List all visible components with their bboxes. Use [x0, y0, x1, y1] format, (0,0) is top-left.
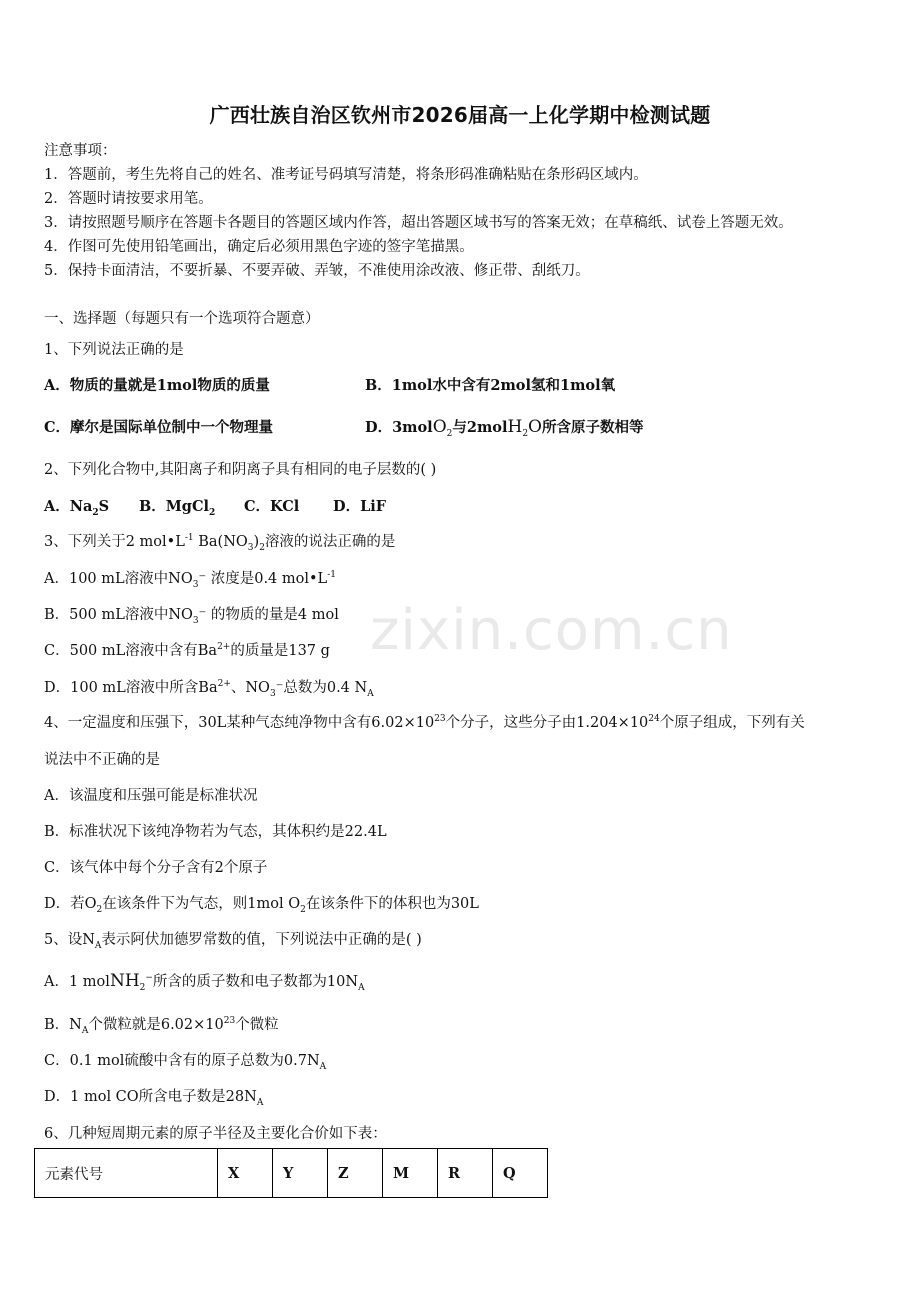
notice-heading: 注意事项： — [44, 143, 117, 159]
option-a: A．100 mL溶液中$NO_3^-$ 浓度是0.4 $mol•L^{-1}$ — [44, 570, 336, 590]
option-b: B．1mol水中含有2mol氢和1mol氧 — [365, 377, 616, 394]
option-d: D．LiF — [333, 498, 387, 515]
question-stem: 3、下列关于2 $mol•L^{-1}$ $Ba(NO_3)_2$溶液的说法正确的是 — [44, 533, 396, 553]
question-stem: 1、下列说法正确的是 — [44, 342, 184, 358]
option-b: B．MgCl$_2$ — [139, 498, 216, 518]
question-stem: 4、一定温度和压强下，30L某种气态纯净物中含有$6.02\times 10^{23}$个分子，这些分子由$1.204\times 10^{24}$个原子组成，下列有关 — [44, 714, 805, 731]
notice-item: 5．保持卡面清洁，不要折暴、不要弄破、弄皱，不准使用涂改液、修正带、刮纸刀。 — [44, 263, 590, 279]
table-cell: X — [218, 1149, 273, 1198]
option-d: D．100 mL溶液中所含$Ba^{2+}$、$NO_3^-$总数为0.4 $N_A$ — [44, 679, 374, 699]
option-d: D．3molO$_2$与2molH$_2$O所含原子数相等 — [365, 417, 644, 439]
notice-item: 4．作图可先使用铅笔画出，确定后必须用黑色字迹的签字笔描黑。 — [44, 239, 474, 255]
option-b: B．$N_A$个微粒就是$6.02\times 10^{23}$个微粒 — [44, 1016, 279, 1036]
option-c: C．0.1 mol硫酸中含有的原子总数为$0.7N_A$ — [44, 1053, 327, 1072]
table-cell: Y — [273, 1149, 328, 1198]
option-c: C．该气体中每个分子含有2个原子 — [44, 860, 268, 876]
option-c: C．500 mL溶液中含有$Ba^{2+}$的质量是137 g — [44, 642, 330, 659]
question-stem-continued: 说法中不正确的是 — [44, 752, 160, 768]
table-cell: Z — [328, 1149, 383, 1198]
table-cell: M — [383, 1149, 438, 1198]
section-heading: 一、选择题（每题只有一个选项符合题意） — [44, 311, 320, 327]
option-c: C．摩尔是国际单位制中一个物理量 — [44, 419, 274, 436]
element-table — [34, 1148, 548, 1198]
option-a: A．1 molNH$_2$−所含的质子数和电子数都为$10N_A$ — [44, 971, 365, 993]
notice-item: 2．答题时请按要求用笔。 — [44, 191, 213, 207]
option-c: C．KCl — [244, 498, 300, 515]
table-cell: Q — [493, 1149, 548, 1198]
option-a: A．该温度和压强可能是标准状况 — [44, 788, 258, 804]
question-stem: 2、下列化合物中,其阳离子和阴离子具有相同的电子层数的( ) — [44, 462, 437, 478]
option-a: A．物质的量就是1mol物质的质量 — [44, 377, 270, 394]
notice-item: 3．请按照题号顺序在答题卡各题目的答题区域内作答，超出答题区域书写的答案无效；在草稿纸、试卷上答题无效。 — [44, 215, 793, 231]
option-b: B．500 mL溶液中$NO_3^-$ 的物质的量是4 mol — [44, 607, 339, 626]
watermark: zixin.com.cn — [370, 598, 733, 663]
page-title: 广西壮族自治区钦州市2026届高一上化学期中检测试题 — [209, 103, 711, 127]
option-d: D．1 mol CO所含电子数是$28N_A$ — [44, 1089, 264, 1108]
table-row — [35, 1149, 548, 1198]
notice-item: 1．答题前，考生先将自己的姓名、准考证号码填写清楚，将条形码准确粘贴在条形码区域内。 — [44, 167, 648, 183]
option-b: B．标准状况下该纯净物若为气态，其体积约是22.4L — [44, 824, 387, 840]
question-stem: 6、几种短周期元素的原子半径及主要化合价如下表： — [44, 1126, 387, 1142]
option-a: A．$Na_2S$ — [44, 498, 110, 518]
option-d: D．若$O_2$在该条件下为气态，则1mol $O_2$在该条件下的体积也为30L — [44, 896, 479, 915]
table-cell: R — [438, 1149, 493, 1198]
question-stem: 5、设$N_A$表示阿伏加德罗常数的值，下列说法中正确的是( ) — [44, 932, 422, 951]
table-header-cell: 元素代号 — [35, 1149, 218, 1198]
